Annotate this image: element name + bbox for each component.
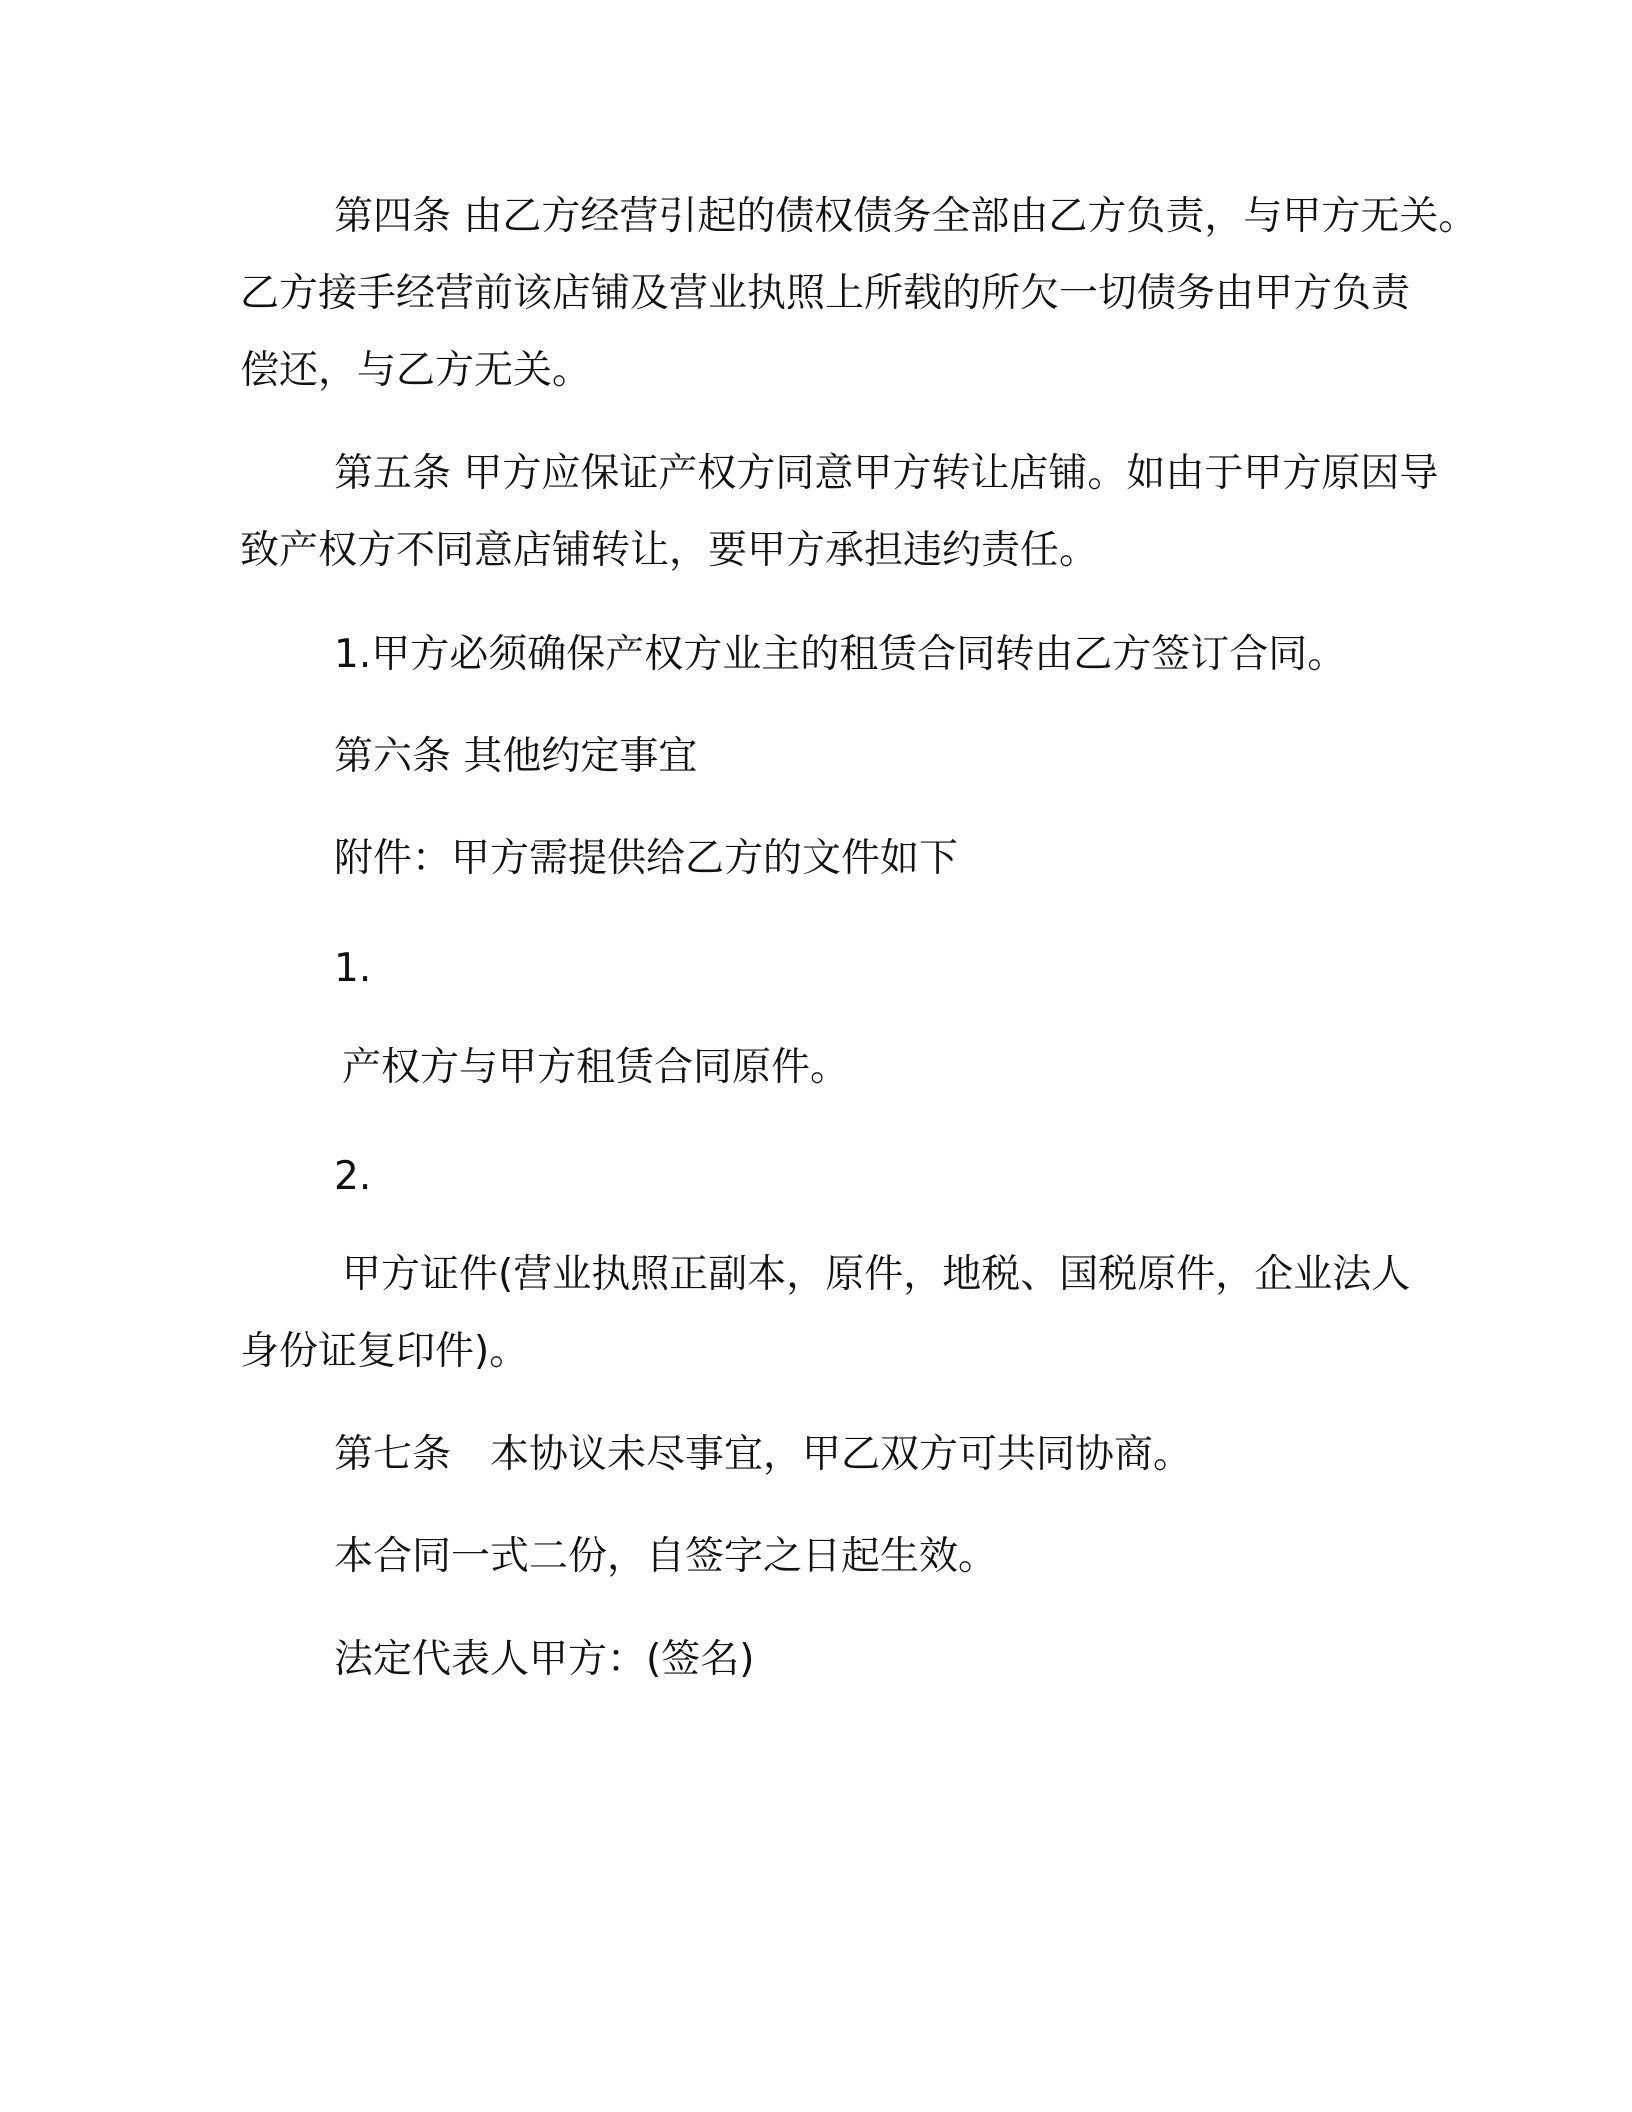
attachment-1-text: 产权方与甲方租赁合同原件。 [342, 1045, 850, 1090]
article-5-line-2: 致产权方不同意店铺转让，要甲方承担违约责任。 [240, 528, 1099, 573]
article-7: 第七条 本协议未尽事宜，甲乙双方可共同协商。 [334, 1432, 1193, 1477]
attachment-intro: 附件：甲方需提供给乙方的文件如下 [334, 836, 959, 881]
article-4-line-3: 偿还，与乙方无关。 [240, 348, 592, 393]
attachment-1-number: 1. [334, 946, 372, 991]
article-6-heading: 第六条 其他约定事宜 [334, 734, 698, 779]
attachment-2-number: 2. [334, 1154, 372, 1199]
clause-1-text: 1.甲方必须确保产权方业主的租赁合同转由乙方签订合同。 [334, 632, 1347, 677]
copies-statement: 本合同一式二份，自签字之日起生效。 [334, 1534, 998, 1579]
signature-line: 法定代表人甲方：(签名) [334, 1637, 755, 1682]
attachment-2-line-1: 甲方证件(营业执照正副本，原件，地税、国税原件，企业法人 [342, 1252, 1411, 1297]
article-5-line-1: 第五条 甲方应保证产权方同意甲方转让店铺。如由于甲方原因导 [334, 451, 1439, 496]
attachment-2-line-2: 身份证复印件)。 [240, 1329, 529, 1374]
article-4-line-2: 乙方接手经营前该店铺及营业执照上所载的所欠一切债务由甲方负责 [240, 271, 1411, 316]
article-4-line-1: 第四条 由乙方经营引起的债权债务全部由乙方负责，与甲方无关。 [334, 194, 1478, 239]
